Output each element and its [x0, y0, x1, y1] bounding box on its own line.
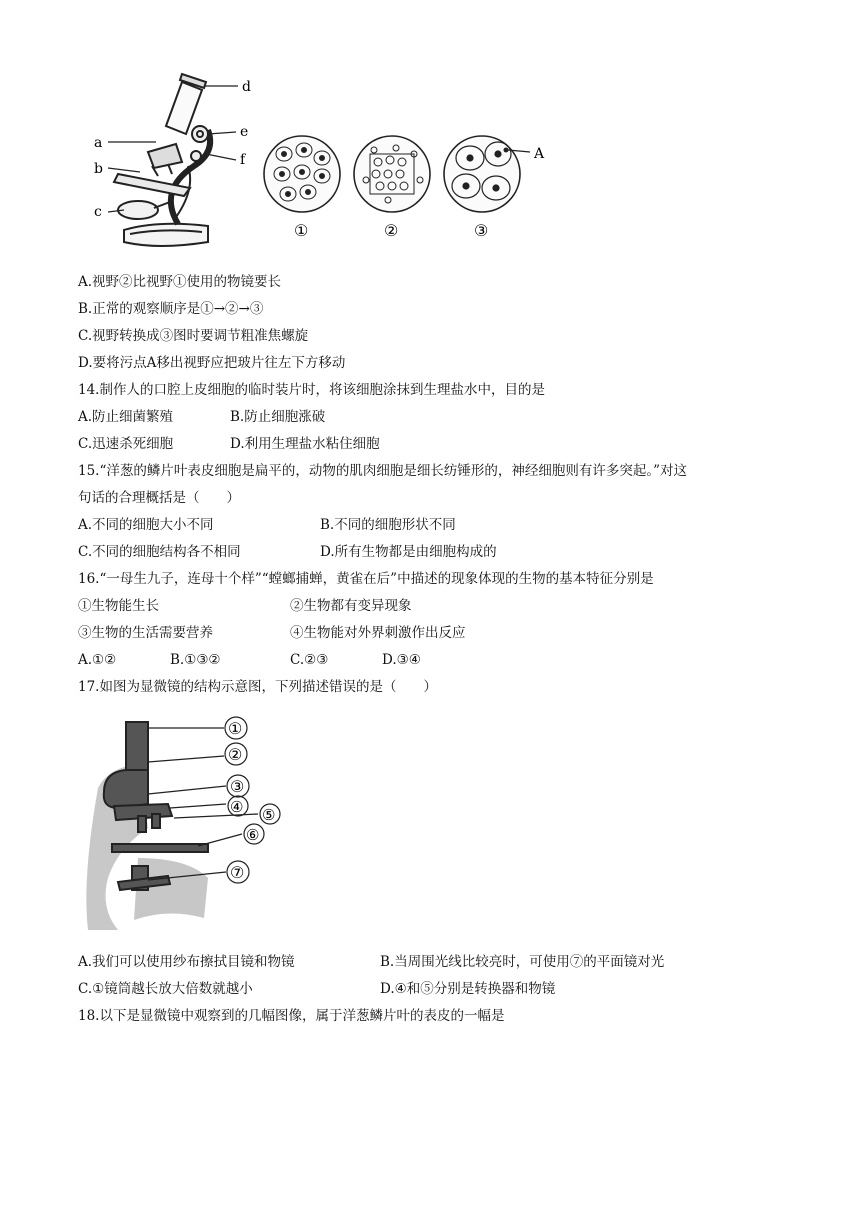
q13-option-b: B.正常的观察顺序是①→②→③ [78, 301, 264, 317]
field-of-view-2 [354, 136, 430, 212]
label-f: f [240, 152, 246, 168]
q15-option-a: A.不同的细胞大小不同 [78, 517, 214, 533]
q16-option-c: C.②③ [290, 652, 329, 668]
label-b: b [94, 161, 103, 177]
q16-option-d: D.③④ [382, 652, 421, 668]
fig2-label-1: ① [228, 719, 243, 738]
q16-statement-4: ④生物能对外界刺激作出反应 [290, 625, 466, 641]
fig2-label-5: ⑤ [262, 806, 276, 824]
q14-stem: 14.制作人的口腔上皮细胞的临时装片时，将该细胞涂抹到生理盐水中，目的是 [78, 382, 545, 398]
label-e: e [240, 124, 249, 140]
label-stain-A: A [534, 146, 545, 162]
q15-stem-line1: 15.“洋葱的鳞片叶表皮细胞是扁平的，动物的肌肉细胞是细长纺锤形的，神经细胞则有许多突起。”对这 [78, 463, 688, 479]
q18-stem: 18.以下是显微镜中观察到的几幅图像，属于洋葱鳞片叶的表皮的一幅是 [78, 1008, 505, 1024]
fig2-label-3: ③ [230, 777, 245, 796]
microscope-figure-1 [78, 70, 558, 260]
label-c: c [94, 204, 102, 220]
q16-stem: 16.“一母生九子，连母十个样”“螳螂捕蝉，黄雀在后”中描述的现象体现的生物的基本特征分别是 [78, 571, 654, 587]
q14-option-a: A.防止细菌繁殖 [78, 409, 174, 425]
q15-option-c: C.不同的细胞结构各不相同 [78, 544, 241, 560]
microscope-figure-2 [78, 708, 298, 944]
q17-option-a: A.我们可以使用纱布擦拭目镜和物镜 [78, 954, 295, 970]
q15-stem-line2: 句话的合理概括是（ ） [78, 490, 240, 506]
view-label-3: ③ [474, 221, 489, 240]
q13-option-c: C.视野转换成③图时要调节粗准焦螺旋 [78, 328, 309, 344]
q14-option-d: D.利用生理盐水粘住细胞 [230, 436, 380, 452]
view-label-1: ① [294, 221, 309, 240]
q14-option-b: B.防止细胞涨破 [230, 409, 326, 425]
q14-option-c: C.迅速杀死细胞 [78, 436, 174, 452]
label-d: d [242, 79, 251, 95]
q17-stem: 17.如图为显微镜的结构示意图，下列描述错误的是（ ） [78, 679, 437, 695]
q16-statement-3: ③生物的生活需要营养 [78, 625, 213, 641]
q13-option-a: A.视野②比视野①使用的物镜要长 [78, 274, 282, 290]
q13-option-d: D.要将污点A移出视野应把玻片往左下方移动 [78, 355, 346, 371]
q16-statement-1: ①生物能生长 [78, 598, 159, 614]
view-label-2: ② [384, 221, 399, 240]
q17-option-d: D.④和⑤分别是转换器和物镜 [380, 981, 556, 997]
fig2-label-6: ⑥ [246, 826, 260, 844]
field-of-view-3 [444, 136, 530, 212]
q15-option-b: B.不同的细胞形状不同 [320, 517, 456, 533]
q17-option-c: C.①镜筒越长放大倍数就越小 [78, 981, 253, 997]
q17-option-b: B.当周围光线比较亮时，可使用⑦的平面镜对光 [380, 954, 665, 970]
q16-statement-2: ②生物都有变异现象 [290, 598, 412, 614]
fig2-label-7: ⑦ [230, 863, 245, 882]
field-of-view-1 [264, 136, 340, 212]
q15-option-d: D.所有生物都是由细胞构成的 [320, 544, 497, 560]
q16-option-a: A.①② [78, 652, 117, 668]
q16-option-b: B.①③② [170, 652, 221, 668]
fig2-label-2: ② [228, 745, 243, 764]
fig2-label-4: ④ [230, 798, 244, 816]
label-a: a [94, 135, 103, 151]
